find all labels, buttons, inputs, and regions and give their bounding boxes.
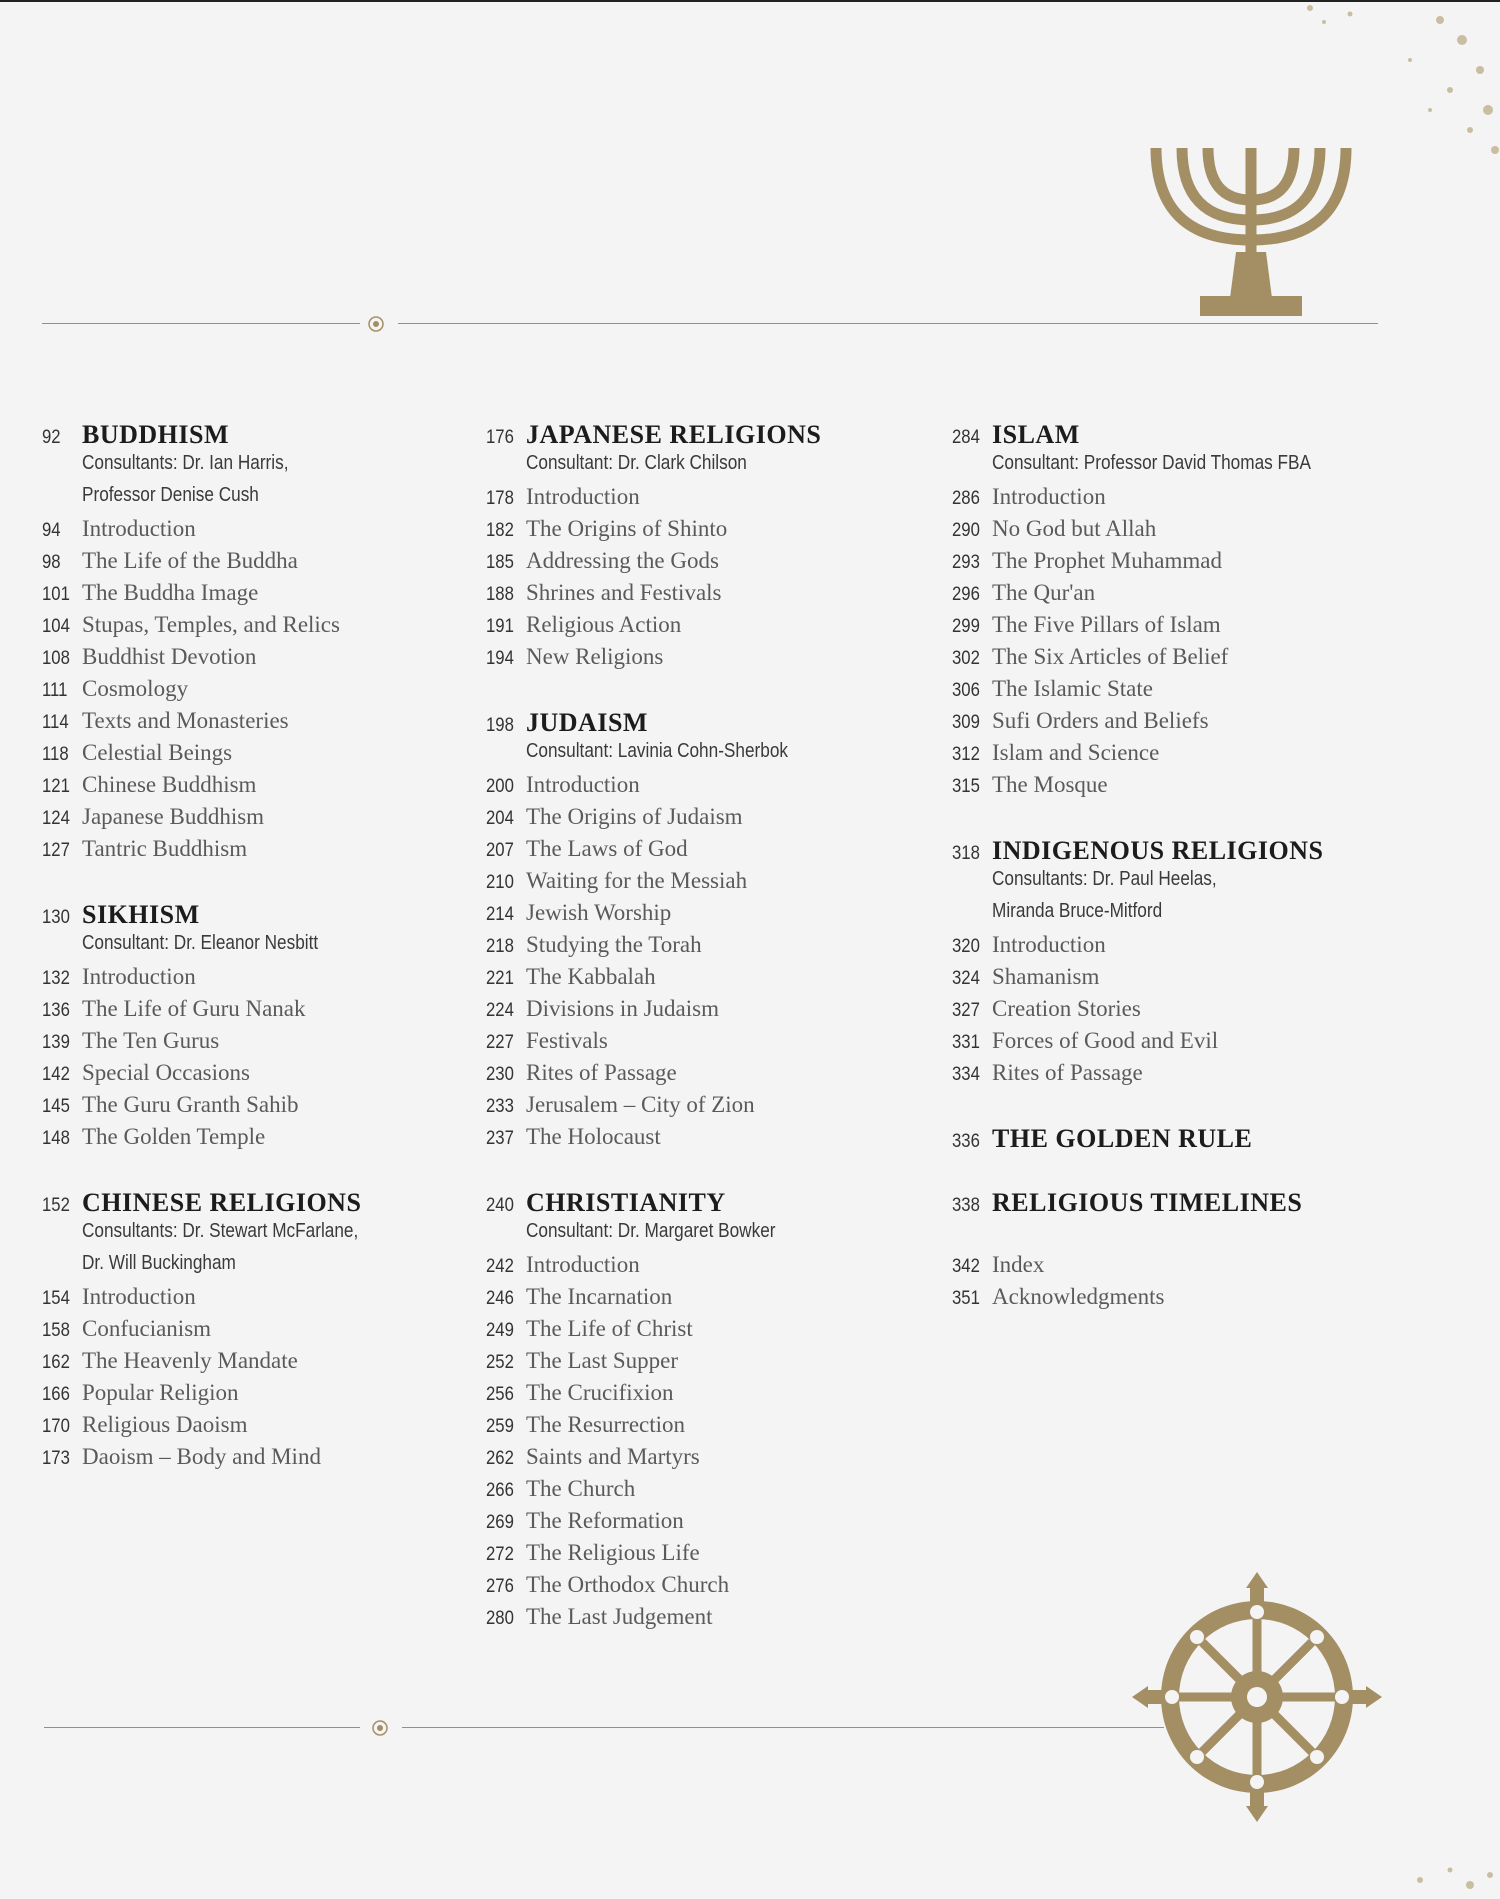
section-title: THE GOLDEN RULE: [992, 1124, 1253, 1153]
entry-page-number: 114: [42, 712, 69, 733]
toc-entry[interactable]: [486, 1508, 831, 1540]
toc-entry[interactable]: [486, 548, 831, 580]
section-page-number: 318: [952, 843, 980, 864]
entry-page-number: 315: [952, 776, 980, 797]
entry-page-number: 185: [486, 552, 514, 573]
entry-title: Confucianism: [82, 1316, 212, 1341]
entry-page-number: 188: [486, 584, 514, 605]
toc-entry[interactable]: [952, 932, 1363, 964]
consultant-text: Consultants: Dr. Paul Heelas,: [992, 868, 1217, 890]
toc-column-3: [952, 420, 1363, 1348]
entry-title: Jewish Worship: [526, 900, 672, 925]
entry-title: Japanese Buddhism: [82, 804, 265, 829]
toc-entry[interactable]: [42, 1348, 403, 1380]
entry-page-number: 227: [486, 1032, 514, 1053]
toc-entry[interactable]: [486, 1476, 831, 1508]
entry-title: The Five Pillars of Islam: [992, 612, 1221, 637]
entry-title: The Kabbalah: [526, 964, 656, 989]
entry-page-number: 269: [486, 1512, 514, 1533]
toc-section: [952, 836, 1363, 1092]
toc-entry[interactable]: [486, 484, 831, 516]
consultant-text: Dr. Will Buckingham: [82, 1252, 236, 1274]
toc-entry[interactable]: [486, 1316, 831, 1348]
toc-entry[interactable]: [42, 516, 403, 548]
section-title: RELIGIOUS TIMELINES: [992, 1188, 1303, 1217]
toc-entry[interactable]: [42, 740, 403, 772]
toc-entry[interactable]: [486, 932, 831, 964]
entry-title: Introduction: [526, 772, 640, 797]
toc-entry[interactable]: [486, 1444, 831, 1476]
consultant-text: Consultant: Dr. Margaret Bowker: [526, 1220, 776, 1242]
consultants-line: [486, 1220, 831, 1252]
entry-title: Chinese Buddhism: [82, 772, 257, 797]
toc-entry[interactable]: [42, 1412, 403, 1444]
toc-entry[interactable]: [952, 676, 1363, 708]
section-heading: [486, 1188, 831, 1220]
entry-title: Stupas, Temples, and Relics: [82, 612, 340, 637]
entry-page-number: 230: [486, 1064, 514, 1085]
entry-title: Waiting for the Messiah: [526, 868, 748, 893]
entry-page-number: 286: [952, 488, 980, 509]
entry-page-number: 118: [42, 744, 69, 765]
consultant-text: Consultant: Dr. Eleanor Nesbitt: [82, 932, 319, 954]
toc-section: [486, 1188, 831, 1636]
toc-entry[interactable]: [952, 1028, 1363, 1060]
toc-entry[interactable]: [42, 1444, 403, 1476]
entry-title: The Ten Gurus: [82, 1028, 220, 1053]
section-title: JAPANESE RELIGIONS: [526, 420, 822, 449]
entry-title: The Buddha Image: [82, 580, 259, 605]
section-page-number: 92: [42, 427, 61, 448]
entry-title: Religious Daoism: [82, 1412, 248, 1437]
entry-page-number: 145: [42, 1096, 70, 1117]
toc-entry[interactable]: [486, 1604, 831, 1636]
toc-entry[interactable]: [42, 1380, 403, 1412]
entry-page-number: 194: [486, 648, 514, 669]
entry-title: Index: [992, 1252, 1045, 1277]
section-heading: [42, 900, 403, 932]
entry-page-number: 207: [486, 840, 514, 861]
toc-entry[interactable]: [486, 1284, 831, 1316]
toc-entry[interactable]: [486, 1124, 831, 1156]
entry-title: The Church: [526, 1476, 636, 1501]
entry-title: The Qur'an: [992, 580, 1096, 605]
toc-entry[interactable]: [42, 708, 403, 740]
toc-entry[interactable]: [486, 580, 831, 612]
entry-page-number: 166: [42, 1384, 70, 1405]
toc-entry[interactable]: [42, 1316, 403, 1348]
entry-page-number: 98: [42, 552, 61, 573]
entry-title: The Islamic State: [992, 676, 1153, 701]
entry-title: Addressing the Gods: [526, 548, 719, 573]
section-heading: [486, 420, 831, 452]
toc-entry[interactable]: [952, 996, 1363, 1028]
entry-title: No God but Allah: [992, 516, 1157, 541]
entry-page-number: 272: [486, 1544, 514, 1565]
entry-page-number: 324: [952, 968, 980, 989]
entry-title: Special Occasions: [82, 1060, 250, 1085]
entry-title: The Religious Life: [526, 1540, 700, 1565]
entry-title: Islam and Science: [992, 740, 1160, 765]
entry-page-number: 246: [486, 1288, 514, 1309]
entry-page-number: 104: [42, 616, 70, 637]
entry-title: The Mosque: [992, 772, 1108, 797]
entry-title: The Incarnation: [526, 1284, 673, 1309]
toc-section: [952, 1188, 1363, 1220]
entry-page-number: 299: [952, 616, 980, 637]
entry-page-number: 148: [42, 1128, 70, 1149]
consultants-line: [486, 452, 831, 484]
entry-page-number: 210: [486, 872, 514, 893]
consultant-text: Professor Denise Cush: [82, 484, 259, 506]
section-title: JUDAISM: [526, 708, 648, 737]
toc-entry[interactable]: [42, 804, 403, 836]
entry-title: The Last Judgement: [526, 1604, 713, 1629]
entry-title: The Laws of God: [526, 836, 688, 861]
entry-title: Rites of Passage: [992, 1060, 1143, 1085]
toc-entry[interactable]: [486, 900, 831, 932]
toc-entry[interactable]: [952, 1252, 1363, 1284]
entry-title: The Resurrection: [526, 1412, 686, 1437]
consultants-line: [42, 1252, 403, 1284]
toc-entry[interactable]: [952, 708, 1363, 740]
section-title: SIKHISM: [82, 900, 200, 929]
entry-title: Shrines and Festivals: [526, 580, 722, 605]
section-page-number: 338: [952, 1195, 980, 1216]
toc-entry[interactable]: [486, 868, 831, 900]
entry-page-number: 320: [952, 936, 980, 957]
entry-page-number: 101: [42, 584, 70, 605]
entry-title: Popular Religion: [82, 1380, 239, 1405]
section-page-number: 240: [486, 1195, 514, 1216]
entry-page-number: 162: [42, 1352, 70, 1373]
section-page-number: 176: [486, 427, 514, 448]
section-heading: [42, 420, 403, 452]
toc-entry[interactable]: [42, 836, 403, 868]
entry-page-number: 312: [952, 744, 980, 765]
toc-entry[interactable]: [952, 612, 1363, 644]
consultant-text: Consultant: Lavinia Cohn-Sherbok: [526, 740, 788, 762]
consultant-text: Consultant: Professor David Thomas FBA: [992, 452, 1311, 474]
entry-page-number: 351: [952, 1288, 980, 1309]
entry-title: Sufi Orders and Beliefs: [992, 708, 1209, 733]
entry-title: Creation Stories: [992, 996, 1141, 1021]
entry-page-number: 94: [42, 520, 61, 541]
entry-page-number: 121: [42, 776, 70, 797]
toc-section: [42, 1188, 403, 1476]
section-heading: [952, 1188, 1363, 1220]
entry-page-number: 132: [42, 968, 70, 989]
toc-section: [42, 420, 403, 868]
dharma-wheel-icon: [1132, 1572, 1382, 1822]
toc-entry[interactable]: [486, 516, 831, 548]
toc-entry[interactable]: [42, 1060, 403, 1092]
consultant-text: Consultants: Dr. Ian Harris,: [82, 452, 289, 474]
toc-entry[interactable]: [952, 484, 1363, 516]
entry-page-number: 237: [486, 1128, 514, 1149]
section-heading: [952, 836, 1363, 868]
toc-entry[interactable]: [952, 580, 1363, 612]
toc-entry[interactable]: [42, 996, 403, 1028]
toc-entry[interactable]: [42, 1284, 403, 1316]
consultants-line: [952, 900, 1363, 932]
toc-entry[interactable]: [486, 996, 831, 1028]
entry-page-number: 154: [42, 1288, 70, 1309]
toc-entry[interactable]: [486, 1252, 831, 1284]
consultants-line: [42, 1220, 403, 1252]
entry-page-number: 290: [952, 520, 980, 541]
consultant-text: Consultant: Dr. Clark Chilson: [526, 452, 747, 474]
toc-entry[interactable]: [952, 964, 1363, 996]
entry-page-number: 218: [486, 936, 514, 957]
entry-title: The Life of Christ: [526, 1316, 693, 1341]
toc-entry[interactable]: [42, 964, 403, 996]
entry-title: Introduction: [82, 516, 196, 541]
entry-page-number: 262: [486, 1448, 514, 1469]
entry-page-number: 296: [952, 584, 980, 605]
paper-stain: [1400, 1860, 1500, 1899]
section-page-number: 198: [486, 715, 514, 736]
entry-title: Studying the Torah: [526, 932, 702, 957]
consultant-text: Miranda Bruce-Mitford: [992, 900, 1163, 922]
entry-page-number: 252: [486, 1352, 514, 1373]
entry-page-number: 158: [42, 1320, 70, 1341]
toc-section: [952, 420, 1363, 804]
entry-page-number: 327: [952, 1000, 980, 1021]
entry-title: Celestial Beings: [82, 740, 233, 765]
toc-entry[interactable]: [486, 1380, 831, 1412]
entry-title: The Reformation: [526, 1508, 684, 1533]
entry-page-number: 309: [952, 712, 980, 733]
entry-page-number: 170: [42, 1416, 70, 1437]
entry-title: Introduction: [526, 1252, 640, 1277]
entry-page-number: 173: [42, 1448, 70, 1469]
entry-page-number: 276: [486, 1576, 514, 1597]
toc-entry[interactable]: [486, 1060, 831, 1092]
entry-title: New Religions: [526, 644, 664, 669]
toc-entry[interactable]: [952, 772, 1363, 804]
toc-entry[interactable]: [486, 612, 831, 644]
entry-title: Jerusalem – City of Zion: [526, 1092, 755, 1117]
toc-entry[interactable]: [952, 644, 1363, 676]
toc-entry[interactable]: [486, 1572, 831, 1604]
entry-page-number: 136: [42, 1000, 70, 1021]
toc-entry[interactable]: [486, 644, 831, 676]
entry-title: Introduction: [82, 964, 196, 989]
entry-title: The Orthodox Church: [526, 1572, 730, 1597]
entry-title: Divisions in Judaism: [526, 996, 719, 1021]
section-heading: [486, 708, 831, 740]
entry-page-number: 266: [486, 1480, 514, 1501]
toc-entry[interactable]: [486, 804, 831, 836]
toc-entry[interactable]: [42, 580, 403, 612]
toc-entry[interactable]: [486, 1540, 831, 1572]
entry-title: The Last Supper: [526, 1348, 679, 1373]
entry-page-number: 259: [486, 1416, 514, 1437]
entry-page-number: 191: [486, 616, 514, 637]
toc-entry[interactable]: [486, 964, 831, 996]
entry-page-number: 331: [952, 1032, 980, 1053]
entry-title: Festivals: [526, 1028, 608, 1053]
entry-title: Cosmology: [82, 676, 189, 701]
toc-entry[interactable]: [486, 1412, 831, 1444]
consultants-line: [952, 452, 1363, 484]
entry-page-number: 178: [486, 488, 514, 509]
toc-section: [952, 1124, 1363, 1156]
rosette-ornament-icon: [372, 1720, 388, 1736]
top-edge-line: [0, 0, 1500, 2]
section-title: ISLAM: [992, 420, 1080, 449]
entry-title: The Life of the Buddha: [82, 548, 298, 573]
entry-title: The Guru Granth Sahib: [82, 1092, 299, 1117]
toc-entry[interactable]: [952, 1060, 1363, 1092]
toc-section: [42, 900, 403, 1156]
toc-entry[interactable]: [486, 1092, 831, 1124]
entry-title: Shamanism: [992, 964, 1100, 989]
toc-entry[interactable]: [486, 836, 831, 868]
entry-title: Rites of Passage: [526, 1060, 677, 1085]
section-page-number: 336: [952, 1131, 980, 1152]
toc-entry[interactable]: [42, 676, 403, 708]
section-heading: [952, 1124, 1363, 1156]
entry-page-number: 124: [42, 808, 70, 829]
entry-page-number: 242: [486, 1256, 514, 1277]
toc-section: [952, 1252, 1363, 1316]
toc-entry[interactable]: [952, 1284, 1363, 1316]
toc-column-2: [486, 420, 831, 1668]
entry-page-number: 233: [486, 1096, 514, 1117]
entry-title: The Origins of Shinto: [526, 516, 728, 541]
entry-title: Tantric Buddhism: [82, 836, 248, 861]
toc-entry[interactable]: [486, 1028, 831, 1060]
toc-column-1: [42, 420, 403, 1508]
entry-title: Introduction: [992, 932, 1106, 957]
entry-title: The Origins of Judaism: [526, 804, 743, 829]
toc-entry[interactable]: [952, 516, 1363, 548]
toc-section: [486, 708, 831, 1156]
rosette-ornament-icon: [368, 316, 384, 332]
consultants-line: [42, 484, 403, 516]
toc-entry[interactable]: [486, 772, 831, 804]
section-title: CHINESE RELIGIONS: [82, 1188, 362, 1217]
entry-page-number: 306: [952, 680, 980, 701]
toc-section: [486, 420, 831, 676]
entry-title: Acknowledgments: [992, 1284, 1165, 1309]
entry-page-number: 280: [486, 1608, 514, 1629]
entry-page-number: 342: [952, 1256, 980, 1277]
toc-entry[interactable]: [952, 548, 1363, 580]
entry-title: The Golden Temple: [82, 1124, 266, 1149]
toc-entry[interactable]: [42, 612, 403, 644]
entry-title: Introduction: [526, 484, 640, 509]
entry-page-number: 256: [486, 1384, 514, 1405]
bottom-divider: [44, 1720, 1164, 1736]
entry-title: Saints and Martyrs: [526, 1444, 700, 1469]
entry-page-number: 302: [952, 648, 980, 669]
consultants-line: [42, 452, 403, 484]
toc-entry[interactable]: [42, 1092, 403, 1124]
entry-page-number: 204: [486, 808, 514, 829]
toc-entry[interactable]: [952, 740, 1363, 772]
entry-page-number: 182: [486, 520, 514, 541]
section-page-number: 130: [42, 907, 70, 928]
entry-title: Introduction: [82, 1284, 196, 1309]
consultants-line: [42, 932, 403, 964]
toc-entry[interactable]: [42, 772, 403, 804]
entry-page-number: 127: [42, 840, 70, 861]
entry-page-number: 139: [42, 1032, 70, 1053]
section-heading: [952, 420, 1363, 452]
section-page-number: 284: [952, 427, 980, 448]
consultants-line: [486, 740, 831, 772]
entry-title: Introduction: [992, 484, 1106, 509]
toc-entry[interactable]: [486, 1348, 831, 1380]
menorah-icon: [1148, 148, 1354, 320]
entry-title: The Life of Guru Nanak: [82, 996, 306, 1021]
section-title: INDIGENOUS RELIGIONS: [992, 836, 1324, 865]
toc-entry[interactable]: [42, 644, 403, 676]
entry-page-number: 224: [486, 1000, 514, 1021]
section-page-number: 152: [42, 1195, 70, 1216]
entry-page-number: 111: [42, 680, 68, 701]
entry-page-number: 108: [42, 648, 70, 669]
paper-stain: [1290, 0, 1500, 170]
entry-title: The Heavenly Mandate: [82, 1348, 298, 1373]
section-heading: [42, 1188, 403, 1220]
entry-page-number: 334: [952, 1064, 980, 1085]
consultants-line: [952, 868, 1363, 900]
entry-title: The Six Articles of Belief: [992, 644, 1229, 669]
entry-title: Texts and Monasteries: [82, 708, 289, 733]
entry-title: The Crucifixion: [526, 1380, 674, 1405]
entry-title: Forces of Good and Evil: [992, 1028, 1219, 1053]
entry-title: Daoism – Body and Mind: [82, 1444, 321, 1469]
section-title: BUDDHISM: [82, 420, 230, 449]
entry-title: Buddhist Devotion: [82, 644, 257, 669]
entry-page-number: 249: [486, 1320, 514, 1341]
toc-entry[interactable]: [42, 1124, 403, 1156]
consultant-text: Consultants: Dr. Stewart McFarlane,: [82, 1220, 359, 1242]
entry-page-number: 142: [42, 1064, 70, 1085]
entry-title: The Holocaust: [526, 1124, 661, 1149]
toc-entry[interactable]: [42, 548, 403, 580]
entry-title: Religious Action: [526, 612, 682, 637]
toc-entry[interactable]: [42, 1028, 403, 1060]
section-title: CHRISTIANITY: [526, 1188, 726, 1217]
entry-page-number: 200: [486, 776, 514, 797]
entry-title: The Prophet Muhammad: [992, 548, 1222, 573]
entry-page-number: 221: [486, 968, 514, 989]
entry-page-number: 214: [486, 904, 514, 925]
entry-page-number: 293: [952, 552, 980, 573]
